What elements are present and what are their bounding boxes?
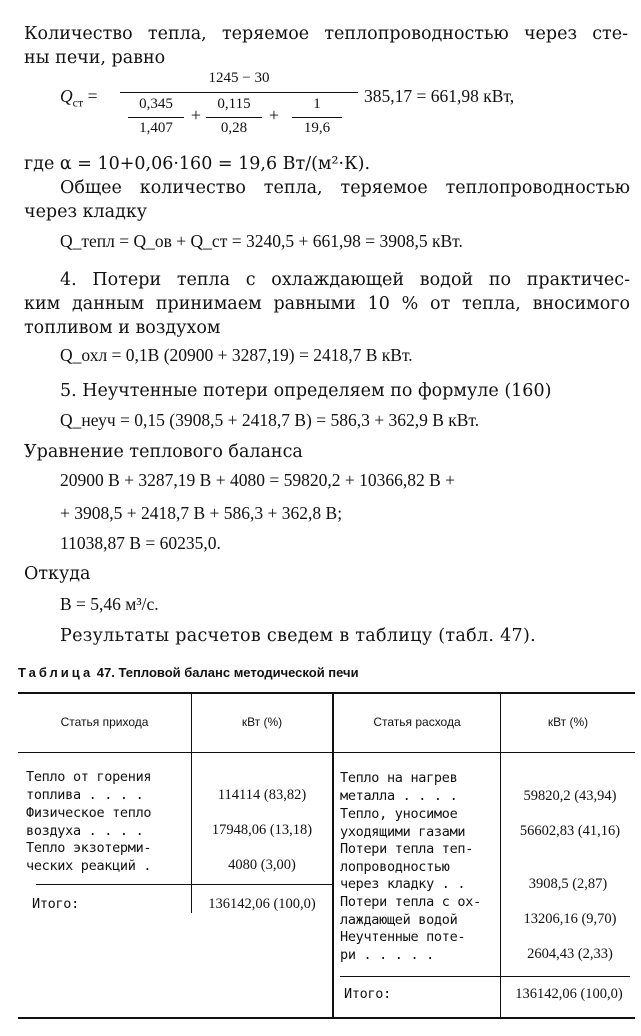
header-expense-item: Статья расхода [373, 715, 461, 729]
frac3-denominator: 19,6 [303, 120, 331, 136]
plus-sign: + [268, 105, 280, 125]
frac3-bar [292, 117, 342, 118]
expense-value: 59820,2 (43,94) [523, 788, 617, 804]
total-line-1: Общее количество тепла, теряемое теплопроводностью [60, 178, 630, 198]
table-header-rule [18, 752, 635, 753]
intro-line-1: Количество тепла, теряемое теплопроводностью через сте- [24, 24, 628, 44]
p4-line-2: ким данным принимаем равными 10 % от тепла, вносимого [24, 294, 630, 314]
income-label: Физическое тепло воздуха . . . . [26, 805, 152, 839]
balance-title: Уравнение теплового баланса [24, 442, 303, 462]
total-line-2: через кладку [24, 202, 148, 222]
income-label: Тепло экзотерми- ческих реакций . [26, 840, 152, 874]
income-value: 17948,06 (13,18) [211, 822, 313, 838]
balance-equation-1: 20900 B + 3287,19 B + 4080 = 59820,2 + 10366,82 B + [60, 470, 455, 490]
expense-value: 2604,43 (2,33) [527, 946, 613, 962]
b-result: B = 5,46 м³/с. [60, 594, 159, 614]
plus-sign: + [190, 105, 202, 125]
table-bottom-rule [18, 1017, 635, 1019]
table-top-rule [18, 692, 635, 694]
table-caption: Таблица 47. Тепловой баланс методической печи [18, 665, 359, 680]
frac1-numerator: 0,345 [139, 96, 173, 112]
col-divider [500, 694, 501, 1017]
expense-total-value: 136142,06 (100,0) [515, 986, 623, 1002]
p4-line-3: топливом и воздухом [24, 318, 221, 338]
frac1-bar [128, 117, 184, 118]
main-fraction-bar [120, 92, 358, 93]
col-divider-center [332, 694, 334, 1017]
income-value: 114114 (83,82) [217, 787, 307, 803]
income-total-label: Итого: [32, 896, 79, 912]
p4-line-1: 4. Потери тепла с охлаждающей водой по практичес- [60, 270, 630, 290]
header-income-kw: кВт (%) [241, 715, 283, 729]
frac2-denominator: 0,28 [220, 120, 248, 136]
expense-label: Тепло на нагрев металла . . . . [340, 770, 458, 804]
expense-total-label: Итого: [344, 986, 391, 1002]
expense-value: 13206,16 (9,70) [523, 911, 617, 927]
p5-line: 5. Неучтенные потери определяем по формуле (160) [60, 381, 552, 401]
header-expense-kw: кВт (%) [547, 715, 589, 729]
expense-total-rule [340, 976, 630, 977]
q-neuch-equation: Q_неуч = 0,15 (3908,5 + 2418,7 B) = 586,3 + 362,9 B кВт. [60, 410, 480, 430]
expense-value: 56602,83 (41,16) [519, 823, 621, 839]
q-st-result: 385,17 = 661,98 кВт, [364, 86, 515, 106]
whence: Откуда [24, 564, 91, 584]
income-total-rule [36, 884, 332, 885]
balance-equation-3: 11038,87 B = 60235,0. [60, 533, 221, 553]
expense-label: Потери тепла теп- лопроводностью через кладку . . [340, 841, 474, 892]
intro-line-2: ны печи, равно [24, 48, 166, 68]
income-label: Тепло от горения топлива . . . . [26, 769, 152, 803]
results-line: Результаты расчетов сведем в таблицу (табл. 47). [60, 626, 536, 646]
income-value: 4080 (3,00) [228, 857, 296, 873]
frac2-bar [206, 117, 262, 118]
income-total-value: 136142,06 (100,0) [208, 896, 316, 912]
expense-label: Тепло, уносимое уходящими газами [340, 806, 466, 840]
frac1-denominator: 1,407 [139, 120, 173, 136]
q-st-symbol: $Q_{ст}$ = [60, 86, 98, 110]
q-st-numerator: 1245 − 30 [208, 70, 270, 86]
frac3-numerator: 1 [313, 96, 321, 112]
expense-label: Потери тепла с ох- лаждающей водой [340, 894, 481, 928]
frac2-numerator: 0,115 [217, 96, 251, 112]
expense-value: 3908,5 (2,87) [528, 876, 608, 892]
expense-label: Неучтенные поте- ри . . . . . [340, 929, 466, 963]
alpha-line: где α = 10+0,06·160 = 19,6 Вт/(м²·К). [24, 154, 371, 174]
header-income-item: Статья прихода [60, 715, 149, 729]
q-ohl-equation: Q_охл = 0,1B (20900 + 3287,19) = 2418,7 B кВт. [60, 345, 413, 365]
q-tepl-equation: Q_тепл = Q_ов + Q_ст = 3240,5 + 661,98 = 3908,5 кВт. [60, 231, 463, 251]
balance-equation-2: + 3908,5 + 2418,7 B + 586,3 + 362,8 B; [60, 503, 343, 523]
